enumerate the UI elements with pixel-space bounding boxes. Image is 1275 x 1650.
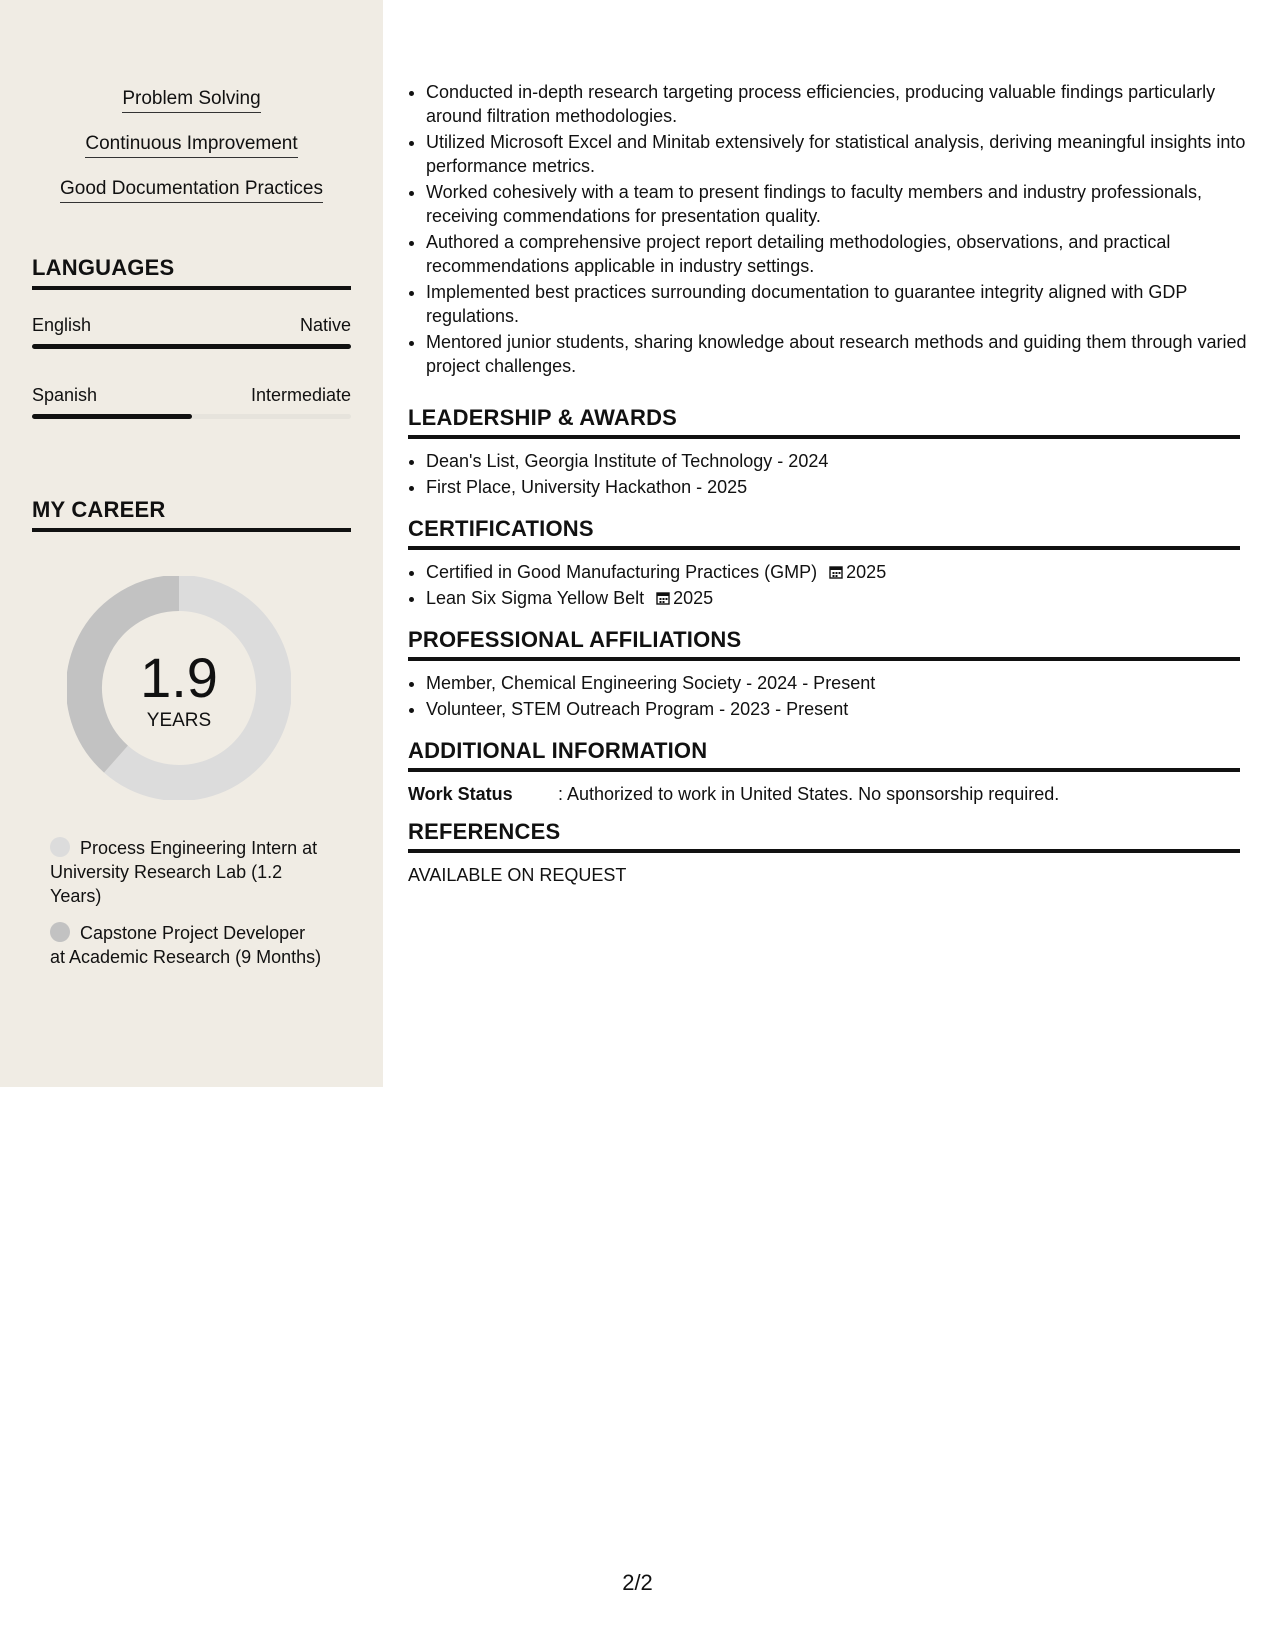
career-legend: [50, 836, 325, 982]
additional-heading: ADDITIONAL INFORMATION: [408, 738, 1240, 772]
certification-item: [426, 586, 1240, 610]
work-status-label: Work Status: [408, 784, 513, 804]
skill-item: Continuous Improvement: [85, 133, 297, 158]
certifications-heading: CERTIFICATIONS: [408, 516, 1240, 550]
work-status-value: : Authorized to work in United States. No sponsorship required.: [558, 784, 1060, 804]
leadership-item: • Dean's List, Georgia Institute of Technology - 2024: [426, 449, 1240, 473]
career-legend-label: Capstone Project Developer at Academic Research (9 Months): [50, 923, 322, 967]
career-heading: MY CAREER: [32, 497, 351, 532]
language-level: Native: [299, 315, 351, 335]
certification-year: 2025: [846, 562, 887, 582]
affiliations-section: [408, 627, 1240, 723]
legend-dot: [50, 837, 70, 857]
certification-name: Lean Six Sigma Yellow Belt: [426, 588, 645, 608]
experience-bullet: • Implemented best practices surrounding documentation to guarantee integrity aligned with GDP regulations.: [426, 280, 1258, 328]
references-section: [408, 819, 1240, 887]
career-total-value: 1.9: [140, 646, 218, 709]
career-legend-label: Process Engineering Intern at University Research Lab (1.2 Years): [50, 838, 318, 906]
affiliations-heading: PROFESSIONAL AFFILIATIONS: [408, 627, 1240, 661]
language-english: [32, 314, 351, 349]
language-name: Spanish: [32, 385, 98, 405]
affiliation-item: • Member, Chemical Engineering Society - 2024 - Present: [426, 671, 1240, 695]
certifications-section: [408, 516, 1240, 612]
language-bar-fill: [32, 414, 192, 419]
career-donut-chart: [67, 576, 291, 800]
page-number: 2/2: [622, 1570, 653, 1595]
legend-dot: [50, 922, 70, 942]
language-bar: [32, 414, 351, 419]
certification-year: 2025: [673, 588, 714, 608]
skills-list: [0, 88, 383, 223]
language-level: Intermediate: [250, 385, 351, 405]
sidebar: [0, 0, 383, 1087]
experience-bullets: [408, 80, 1258, 380]
calendar-icon: [829, 565, 843, 579]
leadership-section: [408, 405, 1240, 501]
skill-item: Problem Solving: [122, 88, 260, 113]
experience-bullet: • Utilized Microsoft Excel and Minitab extensively for statistical analysis, deriving meaningful insights into performance metrics.: [426, 130, 1258, 178]
experience-bullet: • Mentored junior students, sharing knowledge about research methods and guiding them through varied project challenges.: [426, 330, 1258, 378]
languages-heading: LANGUAGES: [32, 255, 351, 290]
calendar-icon: [656, 591, 670, 605]
language-name: English: [32, 315, 92, 335]
experience-bullet: • Authored a comprehensive project report detailing methodologies, observations, and practical recommendations applicable in industry settings.: [426, 230, 1258, 278]
references-text: AVAILABLE ON REQUEST: [408, 865, 627, 885]
career-total-unit: YEARS: [146, 710, 212, 731]
career-legend-item: [50, 836, 325, 908]
additional-section: [408, 738, 1240, 806]
certification-item: [426, 560, 1240, 584]
skill-item: Good Documentation Practices: [60, 178, 323, 203]
experience-bullet: • Conducted in-depth research targeting process efficiencies, producing valuable findings particularly around filtration methodologies.: [426, 80, 1258, 128]
language-bar-fill: [32, 344, 351, 349]
affiliation-item: • Volunteer, STEM Outreach Program - 2023 - Present: [426, 697, 1240, 721]
experience-bullet: • Worked cohesively with a team to present findings to faculty members and industry professionals, receiving commendations for presentation quality.: [426, 180, 1258, 228]
career-legend-item: [50, 921, 325, 969]
language-bar: [32, 344, 351, 349]
references-heading: REFERENCES: [408, 819, 1240, 853]
leadership-item: • First Place, University Hackathon - 2025: [426, 475, 1240, 499]
certification-name: Certified in Good Manufacturing Practices (GMP): [426, 562, 818, 582]
language-spanish: [32, 384, 351, 419]
leadership-heading: LEADERSHIP & AWARDS: [408, 405, 1240, 439]
